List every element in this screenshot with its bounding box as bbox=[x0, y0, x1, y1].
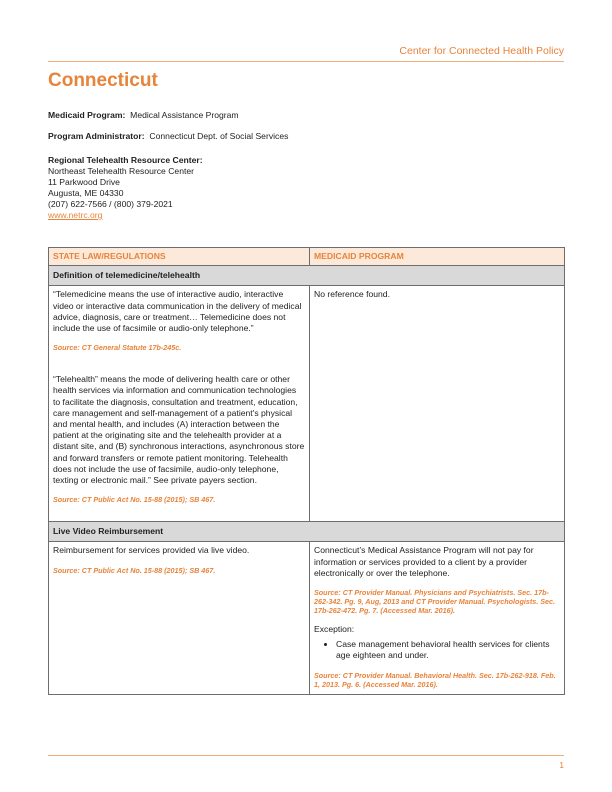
telehealth-definition: “Telehealth” means the mode of delivering health care or other health services via information and communication technologies to facilitate the diagnosis, consultation and treatment, education, care management and self-management of a patient's physical and mental health, and includes (A) interaction between the patient at the originating site and the telehealth provider at a distant site, and (B) synchronous interactions, asynchronous store and forward transfers or remote patient monitoring. Telehealth does not include the use of facsimile, audio-only telephone, texting or electronic mail.” See private payers section. bbox=[53, 374, 305, 486]
state-law-cell bbox=[49, 542, 310, 694]
policy-table bbox=[48, 247, 565, 695]
section-row bbox=[49, 522, 565, 542]
page-number: 1 bbox=[559, 760, 564, 770]
telemedicine-definition: “Telemedicine means the use of interactive audio, interactive video or interactive data communication in the delivery of medical advice, diagnosis, care or treatment… Telemedicine does not include the use of facsimile or audio-only telephone.” bbox=[53, 289, 302, 334]
live-video-law-text: Reimbursement for services provided via live video. bbox=[53, 545, 250, 556]
resource-center-name: Northeast Telehealth Resource Center bbox=[48, 166, 195, 176]
medicaid-program-line bbox=[48, 110, 239, 121]
source-citation: Source: CT Public Act No. 15-88 (2015); SB 467. bbox=[53, 495, 216, 505]
header-divider bbox=[48, 61, 564, 62]
medicaid-cell bbox=[310, 286, 565, 522]
source-citation: Source: CT Provider Manual. Behavioral Health. Sec. 17b-262-918. Feb. 1, 2013. Pg. 6. (Accessed Mar. 2016). bbox=[314, 670, 556, 689]
medicaid-cell bbox=[310, 542, 565, 694]
medicaid-program-label: Medicaid Program: bbox=[48, 110, 126, 120]
program-administrator-label: Program Administrator: bbox=[48, 131, 145, 141]
program-administrator-value: Connecticut Dept. of Social Services bbox=[149, 131, 289, 141]
resource-center-block bbox=[48, 155, 203, 221]
source-citation: Source: CT General Statute 17b-245c. bbox=[53, 343, 182, 353]
medicaid-text: No reference found. bbox=[314, 289, 390, 300]
table-row bbox=[49, 286, 565, 522]
exception-item: • Case management behavioral health services for clients age eighteen and under. bbox=[336, 639, 560, 661]
source-citation: Source: CT Provider Manual. Physicians and Psychiatrists. Sec. 17b-262-342. Pg. 9, Aug, 2013 and CT Provider Manual. Psychologists. Sec. 17b-262-472. Pg. 7. (Accessed Mar. 2016). bbox=[314, 588, 555, 616]
resource-center-address2: Augusta, ME 04330 bbox=[48, 188, 124, 198]
medicaid-text: Connecticut’s Medical Assistance Program will not pay for information or services provided to a client by a provider electronically or over the telephone. bbox=[314, 545, 534, 578]
state-law-cell bbox=[49, 286, 310, 522]
exception-label: Exception: bbox=[314, 624, 355, 635]
resource-center-label: Regional Telehealth Resource Center: bbox=[48, 155, 203, 165]
section-title-definition: Definition of telemedicine/telehealth bbox=[49, 266, 565, 286]
column-header-medicaid: MEDICAID PROGRAM bbox=[310, 248, 565, 266]
program-administrator-line bbox=[48, 131, 288, 142]
table-row bbox=[49, 542, 565, 694]
exception-list bbox=[314, 639, 560, 661]
footer-divider bbox=[48, 755, 564, 756]
section-title-live-video: Live Video Reimbursement bbox=[49, 522, 565, 542]
section-row bbox=[49, 266, 565, 286]
header-org-name: Center for Connected Health Policy bbox=[399, 45, 564, 57]
page-title: Connecticut bbox=[48, 70, 158, 91]
source-citation: Source: CT Public Act No. 15-88 (2015); SB 467. bbox=[53, 565, 216, 575]
table-header-row bbox=[49, 248, 565, 266]
resource-center-website-link[interactable]: www.netrc.org bbox=[48, 210, 103, 220]
column-header-state-law: STATE LAW/REGULATIONS bbox=[49, 248, 310, 266]
resource-center-phone: (207) 622-7566 / (800) 379-2021 bbox=[48, 199, 173, 209]
medicaid-program-value: Medical Assistance Program bbox=[130, 110, 239, 120]
resource-center-address1: 11 Parkwood Drive bbox=[48, 177, 120, 187]
